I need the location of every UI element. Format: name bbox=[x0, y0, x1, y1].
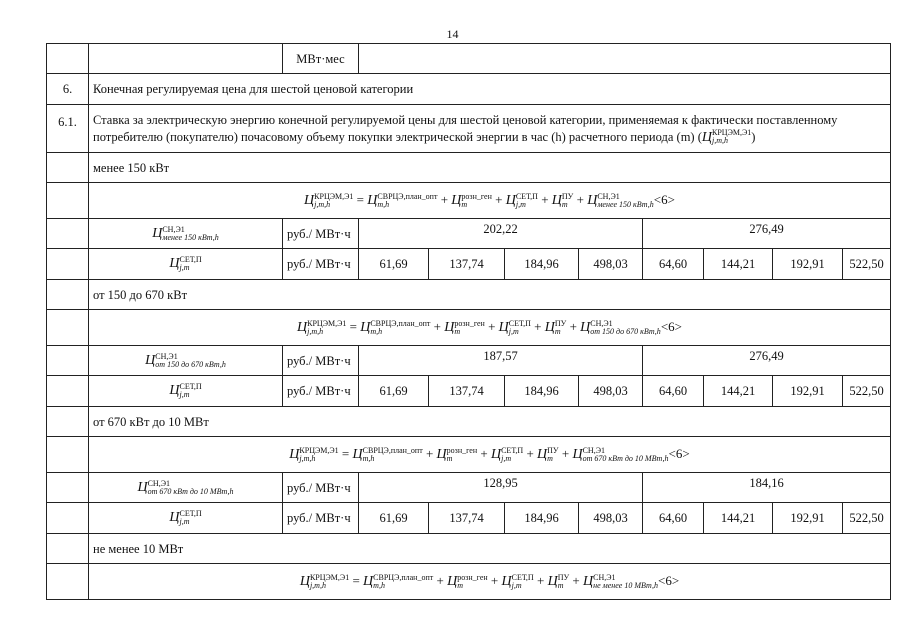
unit-cell: руб./ МВт·ч bbox=[283, 219, 359, 249]
group-title-row bbox=[47, 534, 891, 564]
symbol-rozn: Ц розн_ген m bbox=[436, 445, 478, 463]
set-row bbox=[47, 249, 891, 280]
formula: Ц КРЦЭМ,Э1 j,m,h = Ц СВРЦЭ,план_опт m,h + Ц розн_ген m + Ц СЕТ,П j,m + Ц ПУ m + Ц СН,Э1 не менее 10 МВт,h <6> bbox=[89, 564, 891, 600]
section-61-number: 6.1. bbox=[47, 105, 89, 153]
unit-cell: МВт·мес bbox=[283, 44, 359, 74]
unit-cell: руб./ МВт·ч bbox=[283, 473, 359, 503]
section-6-row bbox=[47, 74, 891, 105]
symbol-setp: Ц СЕТ,П j,m bbox=[505, 191, 538, 209]
symbol-rozn: Ц розн_ген m bbox=[444, 318, 485, 336]
set-symbol-cell bbox=[89, 503, 283, 534]
top-row bbox=[47, 44, 891, 74]
symbol-sne1: Ц СН,Э1 не менее 10 МВт,h bbox=[582, 572, 658, 590]
set-value: 64,60 bbox=[643, 376, 704, 407]
symbol-setp: Ц СЕТ,П j,m bbox=[490, 445, 524, 463]
sn-symbol-cell bbox=[89, 473, 283, 503]
set-value: 522,50 bbox=[843, 376, 891, 407]
symbol-sne1: Ц СН,Э1 менее 150 кВт,h bbox=[152, 224, 219, 242]
footnote-ref: <6> bbox=[653, 191, 675, 207]
unit-cell: руб./ МВт·ч bbox=[283, 376, 359, 407]
symbol-rozn: Ц розн_ген m bbox=[447, 572, 488, 590]
symbol-krcem: Ц КРЦЭМ,Э1 j,m,h bbox=[304, 191, 354, 209]
formula-row bbox=[47, 310, 891, 346]
set-value: 137,74 bbox=[429, 376, 505, 407]
sn-symbol-cell bbox=[89, 219, 283, 249]
sn-value-1: 202,22 bbox=[359, 219, 643, 249]
set-value: 192,91 bbox=[773, 503, 843, 534]
set-value: 184,96 bbox=[505, 249, 579, 280]
footnote-ref: <6> bbox=[657, 572, 680, 588]
set-symbol-cell bbox=[89, 376, 283, 407]
set-value: 137,74 bbox=[429, 503, 505, 534]
set-value: 144,21 bbox=[704, 503, 773, 534]
group-title: менее 150 кВт bbox=[89, 153, 891, 183]
sn-value-2: 276,49 bbox=[643, 346, 891, 376]
symbol-pu: Ц ПУ m bbox=[551, 191, 574, 209]
group-title-row bbox=[47, 153, 891, 183]
section-61-symbol: Ц КРЦЭМ,Э1 j,m,h bbox=[701, 128, 752, 146]
set-row bbox=[47, 503, 891, 534]
section-6-title: Конечная регулируемая цена для шестой ценовой категории bbox=[89, 74, 891, 105]
symbol-svrcz: Ц СВРЦЭ,план_опт m,h bbox=[352, 445, 423, 463]
unit-cell: руб./ МВт·ч bbox=[283, 503, 359, 534]
group-title-row bbox=[47, 280, 891, 310]
footnote-ref: <6> bbox=[668, 445, 690, 461]
sn-value-1: 187,57 bbox=[359, 346, 643, 376]
formula: Ц КРЦЭМ,Э1 j,m,h = Ц СВРЦЭ,план_опт m,h + Ц розн_ген m + Ц СЕТ,П j,m + Ц ПУ m + Ц СН,Э1 менее 150 кВт,h <6> bbox=[89, 183, 891, 219]
symbol-setp: Ц СЕТ,П j,m bbox=[498, 318, 531, 336]
symbol-krcem: Ц КРЦЭМ,Э1 j,m,h bbox=[299, 572, 350, 590]
page-number: 14 bbox=[446, 27, 459, 41]
set-value: 61,69 bbox=[359, 503, 429, 534]
formula: Ц КРЦЭМ,Э1 j,m,h = Ц СВРЦЭ,план_опт m,h + Ц розн_ген m + Ц СЕТ,П j,m + Ц ПУ m + Ц СН,Э1 от 670 кВт до 10 МВт,h <6> bbox=[89, 437, 891, 473]
set-value: 184,96 bbox=[505, 503, 579, 534]
sn-value-1: 128,95 bbox=[359, 473, 643, 503]
symbol-svrcz: Ц СВРЦЭ,план_опт m,h bbox=[363, 572, 434, 590]
symbol-sne1: Ц СН,Э1 от 150 до 670 кВт,h bbox=[145, 351, 226, 369]
symbol-sne1: Ц СН,Э1 от 670 кВт до 10 МВт,h bbox=[572, 445, 669, 463]
set-value: 498,03 bbox=[579, 376, 643, 407]
set-value: 137,74 bbox=[429, 249, 505, 280]
sn-symbol-cell bbox=[89, 346, 283, 376]
set-value: 144,21 bbox=[704, 249, 773, 280]
set-value: 192,91 bbox=[773, 249, 843, 280]
group-title: не менее 10 МВт bbox=[89, 534, 891, 564]
set-value: 144,21 bbox=[704, 376, 773, 407]
unit-cell: руб./ МВт·ч bbox=[283, 249, 359, 280]
set-value: 522,50 bbox=[843, 503, 891, 534]
sn-value-2: 276,49 bbox=[643, 219, 891, 249]
set-value: 522,50 bbox=[843, 249, 891, 280]
symbol-rozn: Ц розн_ген m bbox=[451, 191, 492, 209]
set-value: 61,69 bbox=[359, 376, 429, 407]
symbol-setp: Ц СЕТ,П j,m bbox=[169, 255, 202, 272]
formula-row bbox=[47, 437, 891, 473]
symbol-pu: Ц ПУ m bbox=[537, 445, 559, 463]
set-value: 192,91 bbox=[773, 376, 843, 407]
symbol-svrcz: Ц СВРЦЭ,план_опт m,h bbox=[360, 318, 431, 336]
sn-row bbox=[47, 346, 891, 376]
symbol-pu: Ц ПУ m bbox=[547, 572, 570, 590]
sn-row bbox=[47, 473, 891, 503]
section-6-number: 6. bbox=[47, 74, 89, 105]
formula: Ц КРЦЭМ,Э1 j,m,h = Ц СВРЦЭ,план_опт m,h + Ц розн_ген m + Ц СЕТ,П j,m + Ц ПУ m + Ц СН,Э1 от 150 до 670 кВт,h <6> bbox=[89, 310, 891, 346]
unit-cell: руб./ МВт·ч bbox=[283, 346, 359, 376]
group-title-row bbox=[47, 407, 891, 437]
set-value: 61,69 bbox=[359, 249, 429, 280]
group-title: от 670 кВт до 10 МВт bbox=[89, 407, 891, 437]
symbol-setp: Ц СЕТ,П j,m bbox=[501, 572, 534, 590]
symbol-krcem: Ц КРЦЭМ,Э1 j,m,h bbox=[297, 318, 347, 336]
set-value: 498,03 bbox=[579, 249, 643, 280]
section-61-description: Ставка за электрическую энергию конечной регулируемой цены для шестой ценовой категории, применяемая к фактически поставленному потребителю (покупателю) почасовому объему покупки электрической энергии в час (h) расчетного периода (m) (Ц КРЦЭМ,Э1 j,m,h ) bbox=[89, 105, 891, 153]
section-61-text: Ставка за электрическую энергию конечной регулируемой цены для шестой ценовой категории, применяемая к фактически поставленному потребителю (покупателю) почасовому объему покупки электрической энергии в час (h) расчетного периода (m) bbox=[93, 112, 838, 144]
set-value: 498,03 bbox=[579, 503, 643, 534]
symbol-pu: Ц ПУ m bbox=[544, 318, 567, 336]
symbol-sne1: Ц СН,Э1 от 150 до 670 кВт,h bbox=[580, 318, 661, 336]
sn-value-2: 184,16 bbox=[643, 473, 891, 503]
symbol-sne1: Ц СН,Э1 от 670 кВт до 10 МВт,h bbox=[137, 478, 234, 496]
set-symbol-cell bbox=[89, 249, 283, 280]
sn-row bbox=[47, 219, 891, 249]
section-61-row bbox=[47, 105, 891, 153]
symbol-sne1: Ц СН,Э1 менее 150 кВт,h bbox=[587, 191, 654, 209]
set-value: 184,96 bbox=[505, 376, 579, 407]
tariff-table bbox=[46, 43, 891, 600]
symbol-setp: Ц СЕТ,П j,m bbox=[169, 509, 202, 526]
group-title: от 150 до 670 кВт bbox=[89, 280, 891, 310]
formula-row bbox=[47, 183, 891, 219]
symbol-svrcz: Ц СВРЦЭ,план_опт m,h bbox=[367, 191, 438, 209]
symbol-setp: Ц СЕТ,П j,m bbox=[169, 382, 202, 399]
footnote-ref: <6> bbox=[660, 318, 682, 334]
set-value: 64,60 bbox=[643, 249, 704, 280]
set-value: 64,60 bbox=[643, 503, 704, 534]
symbol-krcem: Ц КРЦЭМ,Э1 j,m,h bbox=[289, 445, 339, 463]
formula-row bbox=[47, 564, 891, 600]
set-row bbox=[47, 376, 891, 407]
